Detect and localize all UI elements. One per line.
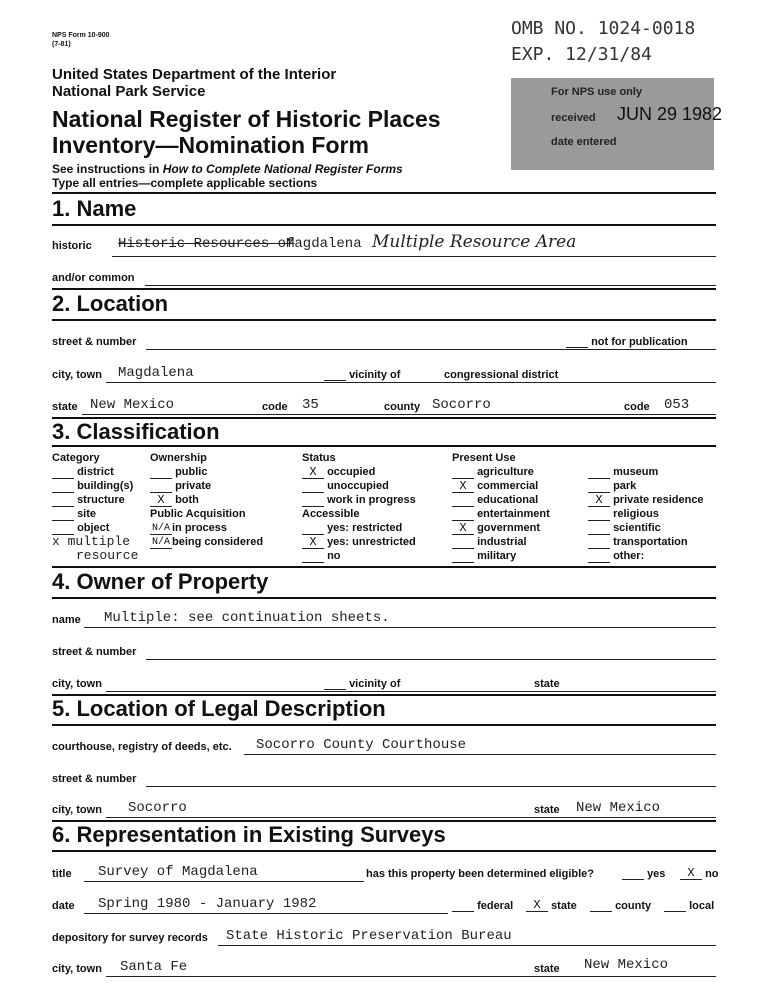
eligible-question: has this property been determined eligible? [366, 868, 594, 880]
historic-struck-text: Historic Resources of [118, 236, 295, 252]
code-label: code [262, 401, 288, 413]
state-value[interactable]: New Mexico [90, 397, 175, 413]
expiration: EXP. 12/31/84 [511, 44, 652, 65]
nps-use-box [511, 78, 723, 170]
county-value[interactable]: Socorro [432, 397, 491, 413]
status-title: Status [302, 452, 336, 464]
field-line [106, 817, 716, 818]
checkbox-private-residence[interactable]: X private residence [588, 493, 704, 507]
nfp-option[interactable]: not for publication [566, 336, 688, 348]
field-line [84, 913, 448, 914]
checkbox-occupied[interactable]: X occupied [302, 465, 416, 479]
county-code-label: code [624, 401, 650, 413]
survey-date-label: date [52, 900, 75, 912]
present-use-title: Present Use [452, 452, 516, 464]
code-value[interactable]: 35 [302, 397, 319, 413]
historic-handwritten-value: Multiple Resource Area [372, 232, 577, 252]
field-line [146, 659, 716, 660]
survey-title-label: title [52, 868, 72, 880]
checkbox-being-considered[interactable]: N/A being considered [151, 536, 264, 548]
field-line [106, 691, 716, 692]
divider [52, 445, 716, 447]
field-line [106, 976, 716, 977]
checkbox-yes-restricted[interactable]: yes: restricted [302, 521, 416, 535]
checkbox-government[interactable]: X government [452, 521, 550, 535]
county-label: county [384, 401, 421, 413]
depository-state-value[interactable]: New Mexico [584, 957, 669, 973]
divider [52, 319, 716, 321]
legal-street-label: street & number [52, 773, 137, 785]
owner-name-value[interactable]: Multiple: see continuation sheets. [104, 610, 390, 626]
divider [52, 566, 716, 568]
section-4-heading: 4. Owner of Property [52, 569, 269, 594]
checkbox-religious[interactable]: religious [588, 507, 704, 521]
owner-street-label: street & number [52, 646, 137, 658]
owner-state-label: state [534, 678, 560, 690]
field-line [146, 786, 716, 787]
county-code-value[interactable]: 053 [664, 397, 690, 413]
field-line [218, 945, 716, 946]
city-label: city, town [52, 369, 102, 381]
divider [52, 597, 716, 599]
section-5-heading: 5. Location of Legal Description [52, 696, 386, 721]
field-line [244, 754, 716, 755]
checkbox-private[interactable]: private [150, 479, 263, 493]
legal-state-value[interactable]: New Mexico [576, 800, 661, 816]
owner-name-label: name [52, 614, 81, 626]
field-line [145, 285, 716, 286]
agency-line: National Park Service [52, 83, 206, 100]
category-column [52, 451, 138, 563]
ownership-title: Ownership [150, 452, 207, 464]
form-subtitle: Inventory—Nomination Form [52, 132, 369, 158]
legal-city-label: city, town [52, 804, 102, 816]
status-column [302, 451, 416, 563]
vicinity-option[interactable]: vicinity of [324, 369, 400, 381]
checkbox-site[interactable]: site [52, 507, 138, 521]
federal-option[interactable]: federal [452, 900, 513, 912]
instructions: See instructions in How to Complete National Register Forms [52, 162, 403, 176]
divider [52, 288, 716, 290]
form-title: National Register of Historic Places [52, 106, 441, 132]
form-number: NPS Form 10-900 [52, 32, 110, 39]
checkbox-other[interactable]: other: [588, 549, 704, 563]
courthouse-label: courthouse, registry of deeds, etc. [52, 741, 232, 753]
checkbox-structure[interactable]: structure [52, 493, 138, 507]
checkbox-in-process[interactable]: N/A in process [151, 522, 228, 534]
checkbox-unoccupied[interactable]: unoccupied [302, 479, 416, 493]
depository-value[interactable]: State Historic Preservation Bureau [226, 928, 512, 944]
legal-city-value[interactable]: Socorro [128, 800, 187, 816]
depository-state-label: state [534, 963, 560, 975]
state-label: state [52, 401, 78, 413]
checkbox-work-in-progress[interactable]: work in progress [302, 493, 416, 507]
type-instructions: Type all entries—complete applicable sections [52, 176, 318, 190]
local-option[interactable]: local [664, 900, 714, 912]
dept-line: United States Department of the Interior [52, 66, 337, 83]
common-label: and/or common [52, 272, 135, 284]
omb-number: OMB NO. 1024-0018 [511, 18, 696, 39]
field-line [84, 881, 364, 882]
city-value[interactable]: Magdalena [118, 365, 194, 381]
section-6-heading: 6. Representation in Existing Surveys [52, 822, 446, 847]
section-3-heading: 3. Classification [52, 419, 220, 444]
divider [52, 850, 716, 852]
section-1-heading: 1. Name [52, 196, 137, 221]
checkbox-museum[interactable]: museum [588, 465, 704, 479]
date-entered-label: date entered [551, 136, 617, 148]
checkbox-public[interactable]: public [150, 465, 263, 479]
depository-city-label: city, town [52, 963, 102, 975]
street-label: street & number [52, 336, 137, 348]
divider [52, 192, 716, 194]
depository-label: depository for survey records [52, 932, 208, 944]
historic-label: historic [52, 240, 92, 252]
checkbox-scientific[interactable]: scientific [588, 521, 704, 535]
checkbox-military[interactable]: military [452, 549, 550, 563]
eligible-no-option[interactable]: X no [680, 868, 719, 880]
received-label: received [551, 112, 596, 124]
field-line [112, 256, 716, 257]
checkbox-no[interactable]: no [302, 549, 416, 563]
divider [52, 224, 716, 226]
field-line [106, 382, 716, 383]
multiple-resource-note: x multiple [52, 534, 131, 549]
legal-state-label: state [534, 804, 560, 816]
acquisition-title: Public Acquisition [150, 508, 246, 520]
field-line [82, 414, 716, 415]
divider [52, 724, 716, 726]
received-date-stamp: JUN 29 1982 [617, 104, 723, 124]
congressional-label: congressional district [444, 369, 559, 381]
present-use-column-2 [588, 465, 704, 563]
checkbox-transportation[interactable]: transportation [588, 535, 704, 549]
checkbox-industrial[interactable]: industrial [452, 535, 550, 549]
ownership-column [150, 451, 263, 549]
checkbox-object[interactable]: object [52, 521, 138, 535]
owner-vicinity-option[interactable]: vicinity of [324, 678, 400, 690]
checkbox-district[interactable]: district [52, 465, 138, 479]
historic-name-value[interactable]: Magdalena [286, 236, 362, 252]
field-line [146, 349, 716, 350]
survey-title-value[interactable]: Survey of Magdalena [98, 864, 258, 880]
section-2-heading: 2. Location [52, 291, 169, 316]
category-title: Category [52, 452, 100, 464]
eligible-yes-option[interactable]: yes [622, 868, 665, 880]
survey-date-value[interactable]: Spring 1980 - January 1982 [98, 896, 317, 912]
accessible-title: Accessible [302, 508, 360, 520]
checkbox-agriculture[interactable]: agriculture [452, 465, 550, 479]
field-line [84, 627, 716, 628]
county-option[interactable]: county [590, 900, 651, 912]
checkbox-both[interactable]: X both [150, 493, 263, 507]
multiple-resource-note-2: resource [76, 548, 139, 563]
checkbox-park[interactable]: park [588, 479, 704, 493]
nps-use-label: For NPS use only [551, 86, 643, 98]
courthouse-value[interactable]: Socorro County Courthouse [256, 737, 467, 753]
form-date: (7-81) [52, 41, 71, 48]
checkbox-entertainment[interactable]: entertainment [452, 507, 550, 521]
checkbox-yes-unrestricted[interactable]: X yes: unrestricted [302, 535, 416, 549]
state-survey-option[interactable]: X state [526, 900, 577, 912]
checkbox-buildings[interactable]: building(s) [52, 479, 138, 493]
depository-city-value[interactable]: Santa Fe [120, 959, 188, 975]
checkbox-commercial[interactable]: X commercial [452, 479, 550, 493]
checkbox-educational[interactable]: educational [452, 493, 550, 507]
owner-city-label: city, town [52, 678, 102, 690]
present-use-column [452, 451, 550, 563]
